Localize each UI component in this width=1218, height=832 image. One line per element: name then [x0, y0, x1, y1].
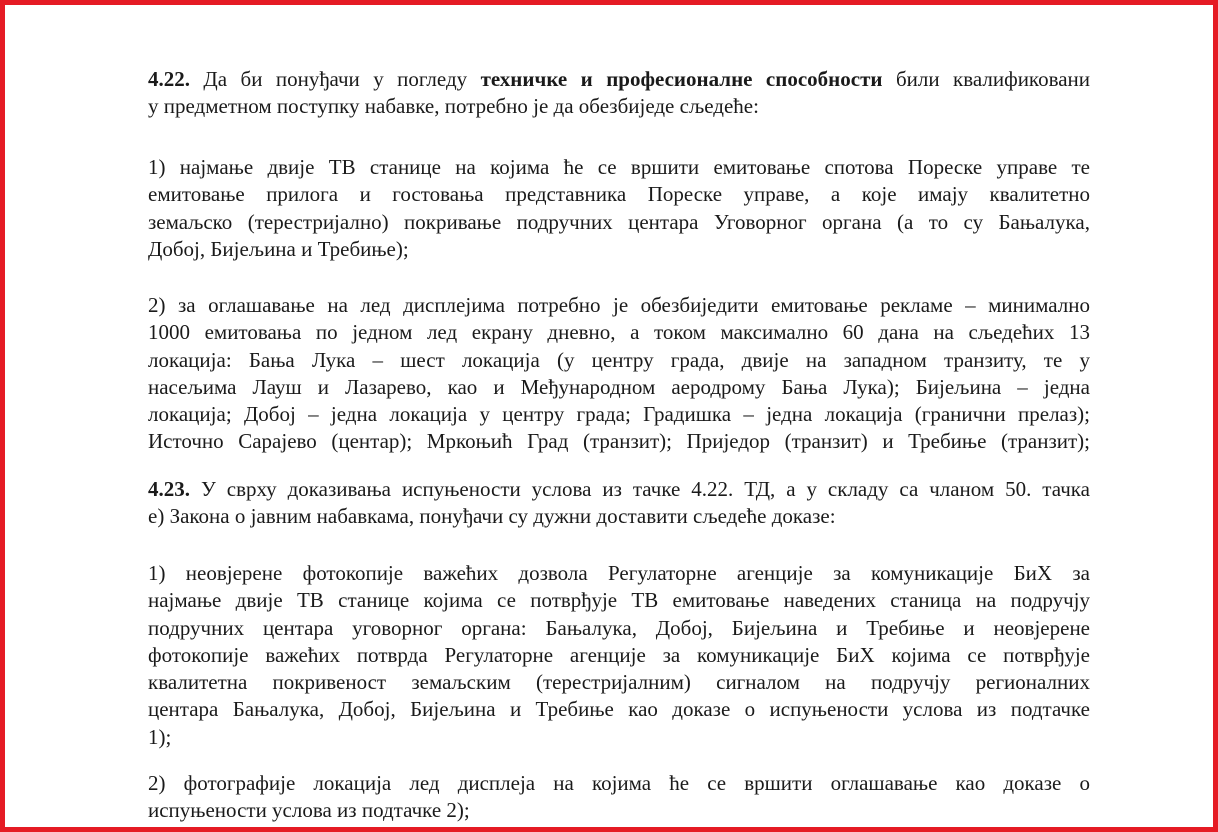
requirement-item-2-line: локација: Бања Лука – шест локација (у центру града, двије на западном транзиту, те у — [148, 347, 1090, 372]
section-4-22-bold-text: техничке и професионалне способности — [480, 67, 883, 91]
section-4-22-text-post: били квалификовани — [882, 67, 1091, 91]
section-4-22-line-2: у предметном поступку набавке, потребно је да обезбиједе сљедеће: — [148, 94, 759, 119]
section-4-22-line-1 — [148, 66, 1090, 93]
section-4-23-line-2: е) Закона о јавним набавкама, понуђачи су дужни доставити сљедеће доказе: — [148, 504, 836, 529]
section-4-22-text-pre: Да би понуђачи у погледу — [190, 67, 481, 91]
proof-item-2 — [148, 770, 1090, 825]
section-4-23-text: У сврху доказивања испуњености услова из тачке 4.22. ТД, а у складу са чланом 50. тачка — [190, 477, 1090, 501]
requirement-item-2-line: Источно Сарајево (центар); Мркоњић Град (транзит); Приједор (транзит) и Требиње (транзит); — [148, 429, 1090, 454]
requirement-item-1 — [148, 154, 1090, 263]
proof-item-1-line: центара Бањалука, Добој, Бијељина и Требиње као доказе о испуњености услова из подтачке — [148, 697, 1090, 722]
proof-item-2-line: испуњености услова из подтачке 2); — [148, 798, 470, 823]
section-4-23-line-1 — [148, 476, 1090, 503]
proof-item-1-line: фотокопије важећих потврда Регулаторне агенције за комуникације БиХ којима се потврђује — [148, 642, 1090, 667]
proof-item-1 — [148, 560, 1090, 751]
requirement-item-2-line: 2) за оглашавање на лед дисплејима потребно је обезбиједити емитовање рекламе – минимално — [148, 293, 1090, 317]
proof-item-2-line: 2) фотографије локација лед дисплеја на којима ће се вршити оглашавање као доказе о — [148, 771, 1090, 795]
proof-item-1-line: најмање двије ТВ станице којима се потврђује ТВ емитовање наведених станица на подручју — [148, 588, 1090, 613]
requirement-item-1-line: 1) најмање двије ТВ станице на којима ће се вршити емитовање спотова Пореске управе те — [148, 155, 1090, 179]
requirement-item-1-line: земаљско (терестријално) покривање подручних центара Уговорног органа (а то су Бањалука, — [148, 209, 1090, 234]
requirement-item-2-line: насељима Лауш и Лазарево, као и Међународном аеродрому Бања Лука); Бијељина – једна — [148, 374, 1090, 399]
section-4-23-number: 4.23. — [148, 477, 190, 501]
requirement-item-2 — [148, 292, 1090, 456]
proof-item-1-line: 1); — [148, 724, 172, 749]
proof-item-1-line: 1) неовјерене фотокопије важећих дозвола Регулаторне агенције за комуникације БиХ за — [148, 561, 1090, 585]
requirement-item-2-line: локација; Добој – једна локација у центру града; Градишка – једна локација (гранични прелаз); — [148, 402, 1090, 427]
section-4-23 — [148, 476, 1090, 531]
requirement-item-1-line: емитовање прилога и гостовања представника Пореске управе, а које имају квалитетно — [148, 182, 1090, 207]
proof-item-1-line: подручних центара уговорног органа: Бањалука, Добој, Бијељина и Требиње и неовјерене — [148, 615, 1090, 640]
section-4-22-number: 4.22. — [148, 67, 190, 91]
requirement-item-1-line: Добој, Бијељина и Требиње); — [148, 236, 409, 261]
requirement-item-2-line: 1000 емитовања по једном лед екрану дневно, а током максимално 60 дана на сљедећих 13 — [148, 320, 1090, 345]
proof-item-1-line: квалитетна покривеност земаљским (терестријалним) сигналом на подручју регионалних — [148, 670, 1090, 695]
section-4-22 — [148, 66, 1090, 121]
